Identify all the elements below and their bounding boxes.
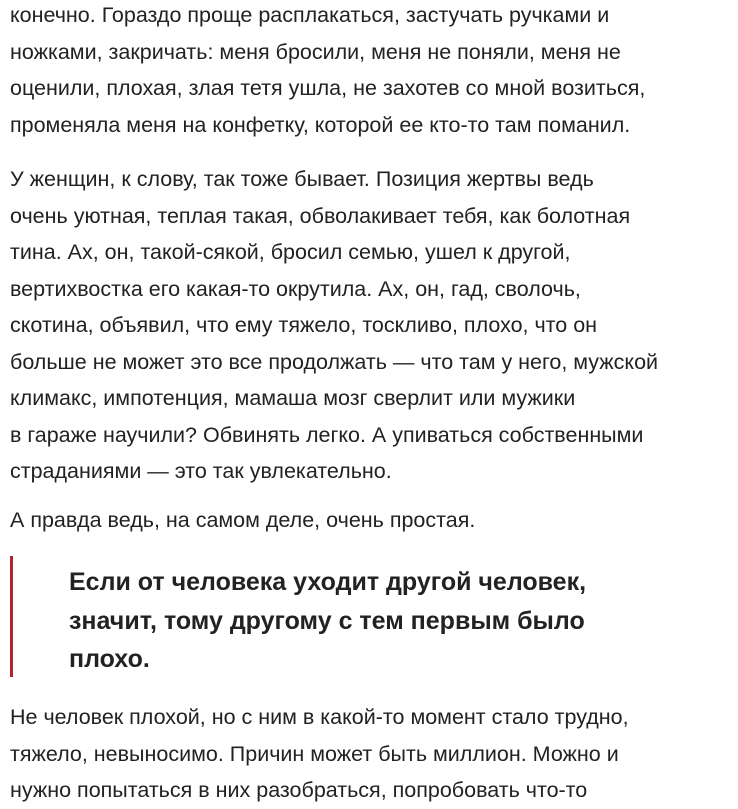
pull-quote	[10, 556, 730, 677]
quote-line: Если от человека уходит другой человек,	[69, 568, 587, 596]
text-line: очень уютная, теплая такая, обволакивает тебя, как болотная	[10, 203, 631, 228]
text-line: Не человек плохой, но с ним в какой-то момент стало трудно,	[10, 705, 629, 729]
quote-line: значит, тому другому с тем первым было	[69, 606, 585, 635]
text-line: У женщин, к слову, так тоже бывает. Позиция жертвы ведь	[10, 167, 594, 191]
text-line: А правда ведь, на самом деле, очень простая.	[10, 508, 476, 532]
text-line: ножками, закричать: меня бросили, меня не поняли, меня не	[10, 39, 621, 64]
text-line: страданиями — это так увлекательно.	[10, 459, 392, 483]
paragraph	[10, 161, 658, 490]
text-line: скотина, объявил, что ему тяжело, тоскливо, плохо, что он	[10, 313, 598, 337]
text-line: тяжело, невыносимо. Причин может быть миллион. Можно и	[10, 741, 619, 766]
quote-line: плохо.	[69, 645, 150, 673]
text-line: променяла меня на конфетку, которой ее кто-то там поманил.	[10, 112, 631, 137]
text-line: вертихвостка его какая-то окрутила. Ах, он, гад, сволочь,	[10, 276, 581, 301]
text-line: климакс, импотенция, мамаша мозг сверлит или мужики	[10, 386, 576, 410]
text-line: конечно. Гораздо проще расплакаться, застучать ручками и	[10, 3, 610, 27]
pull-quote-text	[69, 563, 586, 679]
text-line: тина. Ах, он, такой-сякой, бросил семью, ушел к другой,	[10, 240, 571, 264]
text-line: оценили, плохая, злая тетя ушла, не захотев со мной возиться,	[10, 76, 646, 100]
text-line: в гараже научили? Обвинять легко. А упиваться собственными	[10, 422, 644, 447]
paragraph	[10, 699, 629, 809]
text-line: больше не может это все продолжать — что там у него, мужской	[10, 349, 659, 374]
text-line: нужно попытаться в них разобраться, попробовать что-то	[10, 778, 588, 802]
paragraph	[10, 502, 475, 539]
paragraph	[10, 0, 645, 143]
